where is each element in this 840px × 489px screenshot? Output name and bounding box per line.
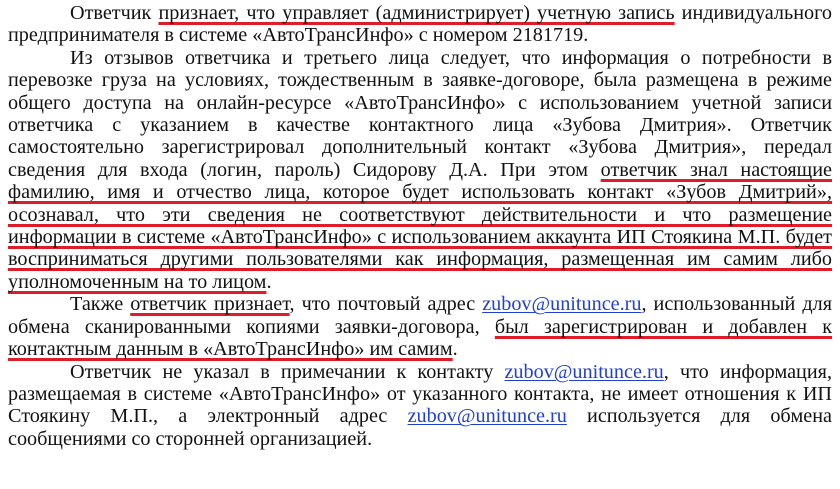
paragraph-email-note: [8, 361, 832, 451]
highlighted-text: был зарегистрирован и добавлен к контактным данным в «АвтоТрансИнфо» им самим: [8, 315, 832, 361]
highlighted-text: ответчик знал настоящие фамилию, имя и отчество лица, которое будет использовать контакт «Зубов Дмитрий», осознавал, что эти сведения не соответствуют действительности и что размещение информации в системе «АвтоТрансИнфо» с использованием аккаунта ИП Стоякина М.П. будет восприниматься другими пользователями как информация, размещенная им самим либо уполномоченным на то лицом: [8, 158, 832, 293]
highlighted-text: ответчик признает: [130, 293, 290, 316]
text-segment: Ответчик: [70, 2, 159, 24]
paragraph-email-admission: [8, 293, 832, 360]
text-segment: .: [266, 270, 272, 293]
text-segment: , что почтовый адрес: [289, 293, 483, 316]
email-link[interactable]: zubov@unitunce.ru: [504, 360, 664, 383]
text-segment: Ответчик не указал в примечании к контакту: [70, 360, 505, 383]
paragraph-admission-account: [8, 2, 832, 47]
highlighted-text: признает, что управляет (администрирует) учетную запись: [158, 2, 675, 24]
paragraph-reviews-findings: [8, 47, 832, 293]
text-segment: , что информация, размещаемая в системе «АвтоТрансИнфо» от указанного контакта, не имеет отношения к ИП Стоякину М.П., а электронный адрес: [8, 360, 832, 428]
text-segment: .: [452, 338, 458, 361]
email-link[interactable]: zubov@unitunce.ru: [482, 293, 642, 316]
email-link[interactable]: zubov@unitunce.ru: [407, 405, 567, 428]
text-segment: индивидуального предпринимателя в системе «АвтоТрансИнфо» с номером 2181719.: [8, 2, 832, 47]
text-segment: Также: [70, 293, 131, 316]
text-segment: Из отзывов ответчика и третьего лица следует, что информация о потребности в перевозке груза на условиях, тождественным в заявке-договоре, была размещена в режиме общего доступа на онлайн-ресурсе «АвтоТрансИнфо» с использованием учетной записи ответчика с указанием в качестве контактного лица «Зубова Дмитрия». Ответчик самостоятельно зарегистрировал дополнительный контакт «Зубова Дмитрия», передал сведения для входа (логин, пароль) Сидорову Д.А. При этом: [8, 46, 832, 181]
text-segment: используется для обмена сообщениями со сторонней организацией.: [8, 405, 832, 450]
text-segment: , использованный для обмена сканированными копиями заявки-договора,: [8, 293, 832, 338]
